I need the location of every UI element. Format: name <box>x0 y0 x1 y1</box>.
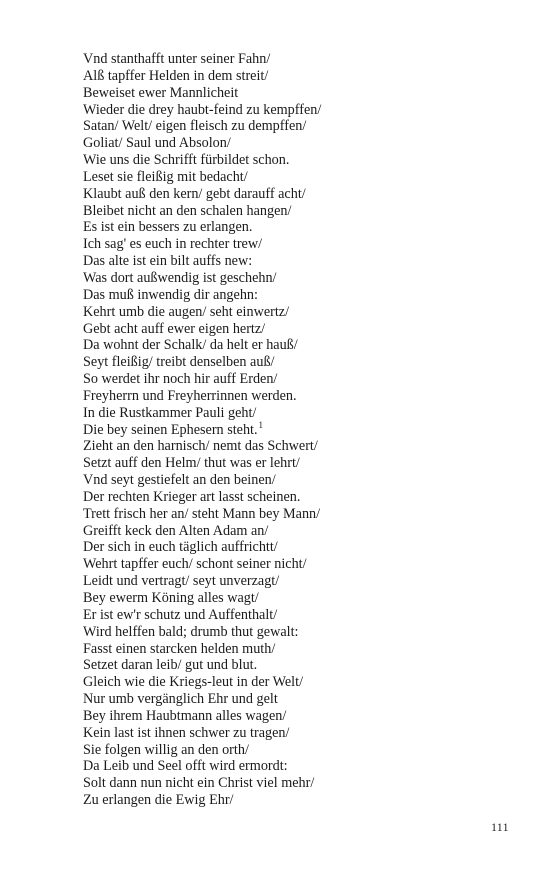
poem-line-text: Vnd stanthafft unter seiner Fahn/ <box>83 51 271 67</box>
poem-line-text: Sie folgen willig an den orth/ <box>83 741 249 758</box>
poem-line-text: Alß tapffer Helden in dem streit/ <box>83 67 269 84</box>
poem-line-text: Seyt fleißig/ treibt denselben auß/ <box>83 354 275 371</box>
poem-line <box>83 203 523 220</box>
poem-line <box>83 725 523 742</box>
poem-line <box>83 371 523 388</box>
poem-line <box>83 438 523 455</box>
poem-line <box>83 219 523 236</box>
poem-line <box>83 742 523 759</box>
poem-line <box>83 337 523 354</box>
poem-line-text: Satan/ Welt/ eigen fleisch zu dempffen/ <box>83 118 307 135</box>
poem-line-text: Kein last ist ihnen schwer zu tragen/ <box>83 724 290 741</box>
poem-line <box>83 691 523 708</box>
poem-line <box>83 539 523 556</box>
poem-line <box>83 287 523 304</box>
poem-line <box>83 758 523 775</box>
poem-line <box>83 321 523 338</box>
poem-line <box>83 472 523 489</box>
poem-line-text: Nur umb vergänglich Ehr und gelt <box>83 691 278 708</box>
poem-line-text: So werdet ihr noch hir auff Erden/ <box>83 371 278 388</box>
poem-line-text: Es ist ein bessers zu erlangen. <box>83 219 253 236</box>
poem-line-text: Das alte ist ein bilt auffs new: <box>83 253 253 270</box>
poem-line <box>83 556 523 573</box>
poem-line <box>83 506 523 523</box>
poem-line <box>83 85 523 102</box>
poem-line-text: Der rechten Krieger art lasst scheinen. <box>83 488 301 505</box>
poem-line <box>83 51 523 68</box>
poem-line-text: Fasst einen starcken helden muth/ <box>83 640 276 657</box>
poem-line-text: Er ist ew'r schutz und Auffenthalt/ <box>83 606 278 623</box>
poem-line <box>83 792 523 809</box>
poem-line <box>83 304 523 321</box>
poem-line-text: Gebt acht auff ewer eigen hertz/ <box>83 320 266 337</box>
poem-line-text: Da wohnt der Schalk/ da helt er hauß/ <box>83 337 298 354</box>
poem-line-text: Greifft keck den Alten Adam an/ <box>83 522 269 539</box>
poem-line-text: Klaubt auß den kern/ gebt darauff acht/ <box>83 185 306 202</box>
poem-line-text: Das muß inwendig dir angehn: <box>83 286 258 303</box>
poem-line <box>83 455 523 472</box>
poem-line <box>83 118 523 135</box>
poem-line <box>83 607 523 624</box>
poem-line <box>83 152 523 169</box>
poem-line <box>83 708 523 725</box>
poem-line <box>83 253 523 270</box>
poem-line-text: Bey ihrem Haubtmann alles wagen/ <box>83 707 287 724</box>
poem-line <box>83 186 523 203</box>
poem-line <box>83 135 523 152</box>
poem-line <box>83 236 523 253</box>
poem-line-text: Beweiset ewer Mannlicheit <box>83 84 239 101</box>
poem-line-text: Leidt und vertragt/ seyt unverzagt/ <box>83 573 280 590</box>
poem-line-text: Bey ewerm Köning alles wagt/ <box>83 590 259 606</box>
poem-line-text: Was dort außwendig ist geschehn/ <box>83 269 277 286</box>
poem-line-text: Da Leib und Seel offt wird ermordt: <box>83 758 288 775</box>
poem-line-text: Leset sie fleißig mit bedacht/ <box>83 168 248 185</box>
poem-line <box>83 270 523 287</box>
footnote-marker[interactable]: 1 <box>258 419 264 430</box>
poem-line-text: Kehrt umb die augen/ seht einwertz/ <box>83 303 290 320</box>
poem-line-text: Wieder die drey haubt-feind zu kempffen/ <box>83 101 322 118</box>
poem-line-text: Bleibet nicht an den schalen hangen/ <box>83 202 292 219</box>
poem-line-text: Setzt auff den Helm/ thut was er lehrt/ <box>83 455 300 472</box>
poem-line-text: In die Rustkammer Pauli geht/ <box>83 404 257 421</box>
poem-line-text: Zu erlangen die Ewig Ehr/ <box>83 792 234 809</box>
poem-line-text: Freyherrn und Freyherrinnen werden. <box>83 387 297 404</box>
poem-line-text: Wie uns die Schrifft fürbildet schon. <box>83 152 290 169</box>
poem-line <box>83 419 523 439</box>
poem-line <box>83 68 523 85</box>
poem-line-text: Ich sag' es euch in rechter trew/ <box>83 236 263 253</box>
poem-line <box>83 624 523 641</box>
poem-line <box>83 388 523 405</box>
poem-line <box>83 405 523 422</box>
poem-line-text: Trett frisch her an/ steht Mann bey Mann/ <box>83 505 321 522</box>
poem-line-text: Zieht an den harnisch/ nemt das Schwert/ <box>83 438 318 455</box>
poem-line-text: Der sich in euch täglich auffrichtt/ <box>83 539 278 556</box>
poem-line <box>83 489 523 506</box>
poem-line-text: Wird helffen bald; drumb thut gewalt: <box>83 623 299 640</box>
page-number: 111 <box>491 822 509 834</box>
poem-line <box>83 775 523 792</box>
poem-line <box>83 674 523 691</box>
poem-line-text: Goliat/ Saul und Absolon/ <box>83 135 231 152</box>
poem-line-text: Gleich wie die Kriegs-leut in der Welt/ <box>83 674 304 691</box>
poem-line <box>83 590 523 607</box>
poem-line <box>83 657 523 674</box>
poem-line <box>83 102 523 119</box>
poem-line-text: Die bey seinen Ephesern steht. <box>83 421 258 438</box>
poem-line <box>83 573 523 590</box>
poem-line-text: Wehrt tapffer euch/ schont seiner nicht/ <box>83 556 307 573</box>
poem-line-text: Solt dann nun nicht ein Christ viel mehr/ <box>83 775 315 792</box>
poem-line <box>83 523 523 540</box>
poem-line-text: Vnd seyt gestiefelt an den beinen/ <box>83 472 276 489</box>
poem-text <box>83 51 523 809</box>
poem-line <box>83 354 523 371</box>
poem-line <box>83 641 523 658</box>
poem-line <box>83 169 523 186</box>
poem-line-text: Setzet daran leib/ gut und blut. <box>83 657 258 674</box>
